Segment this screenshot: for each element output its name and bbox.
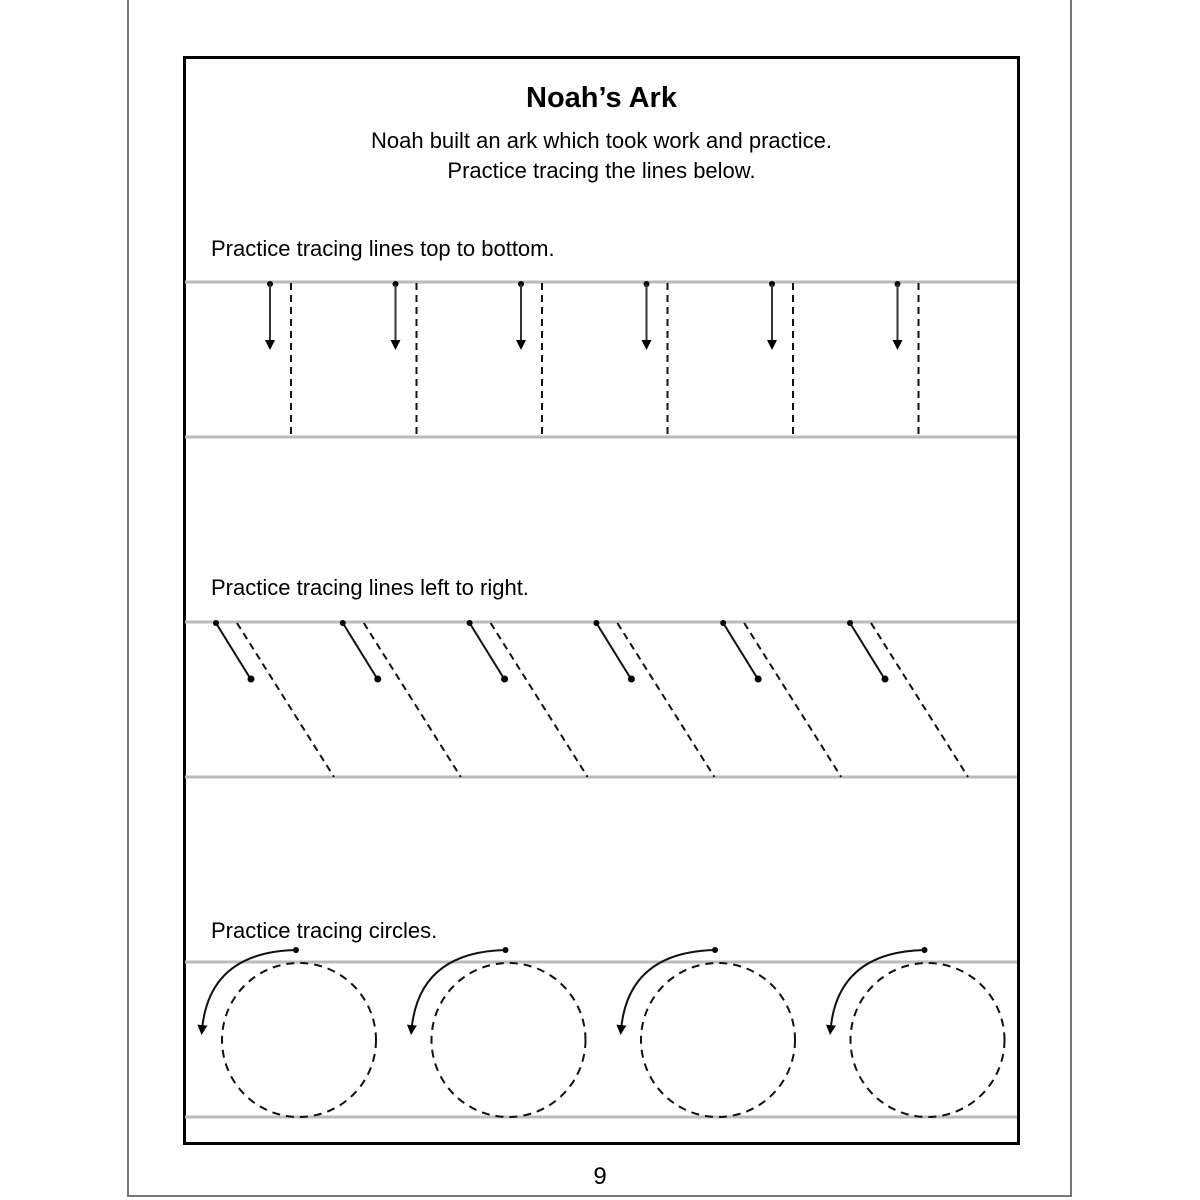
intro-line-2: Practice tracing the lines below. xyxy=(447,158,756,183)
guide-lines xyxy=(185,282,1017,1117)
section-label-circles: Practice tracing circles. xyxy=(211,918,438,943)
section-label-diagonal: Practice tracing lines left to right. xyxy=(211,575,529,600)
vertical-tracing-lines xyxy=(267,281,919,437)
circle-tracing xyxy=(202,947,1005,1117)
section-label-vertical: Practice tracing lines top to bottom. xyxy=(211,236,555,261)
diagonal-tracing-lines xyxy=(213,620,968,777)
page-number: 9 xyxy=(593,1163,607,1190)
intro-line-1: Noah built an ark which took work and practice. xyxy=(370,128,832,153)
page-title: Noah’s Ark xyxy=(526,82,677,114)
